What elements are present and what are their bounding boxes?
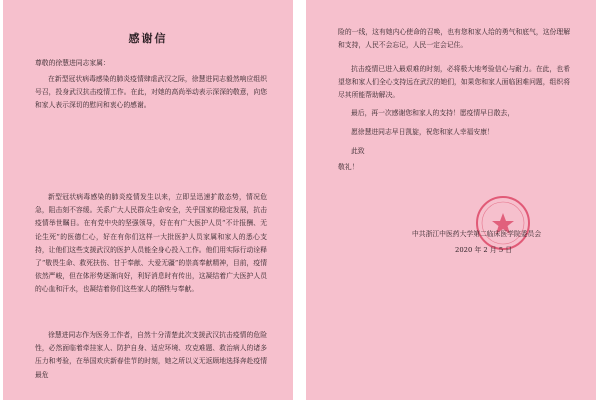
salutation: 尊敬的徐慧进同志家属：	[35, 59, 110, 67]
paragraph-2: 新型冠状病毒感染的肺炎疫情发生以来，立即呈迅速扩散态势，情况危急，阻击刻不容缓。关系广大人民群众生命安全，关乎国家的稳定发展，抗击疫情举世瞩目。在有党中央的坚强领导，好在有广大医护人员“不计报酬、无论生死”的医德仁心，好在有你们这样一大批医护人员家属和家人的悉心支持，让他们这些支援武汉的医护人员能全身心投入工作。他们用实际行动诠释了“敬畏生命、救死扶伤、甘于奉献、大爱无疆”的崇高奉献精神，目前，疫情依然严峻，但在体形势逐渐向好，利好消息时有传出，这凝结着广大医护人员的心血和汗水，也凝结着你们这些家人的牺牲与奉献。	[35, 193, 267, 294]
paragraph-5: 最后，再一次感谢您和家人的支持！愿疫情早日散去，	[351, 109, 515, 117]
paragraph-6: 愿徐慧进同志早日凯旋，祝您和家人幸福安康！	[351, 128, 494, 136]
paragraph-4: 抗击疫情已进入最艰难的时刻，必将极大地考验信心与耐力。在此，也希望您和家人们全心支持远在武汉的她们，如果您和家人面临困难问题，组织将尽其所能帮助解决。	[338, 65, 570, 100]
closing-jing-li: 敬礼！	[338, 163, 359, 171]
paragraph-1: 在新型冠状病毒感染的肺炎疫情肆虐武汉之际，徐慧进同志毅然响应组织号召，投身武汉抗击疫情工作。在此，对她的高尚举动表示深深的敬意，向您和家人表示深切的慰问和衷心的感谢。	[35, 75, 267, 110]
paragraph-3-continued: 险的一线，这有她内心使命的召唤，也有您和家人给的勇气和底气，这份理解和支持，人民不会忘记，人民一定会记住。	[338, 28, 570, 50]
official-seal-icon	[475, 195, 531, 251]
letter-title: 感谢信	[128, 32, 168, 45]
letter-page-1	[3, 0, 293, 400]
paragraph-3: 徐慧进同志作为医务工作者，自然十分清楚此次支援武汉抗击疫情的危险性，必然面临着牵挂家人、防护自身、适应环境、攻克难题、救治病人的诸多压力和考验，在举国欢庆新春佳节的时刻，她之所以义无返顾地选择奔赴疫情最危	[35, 331, 267, 379]
closing-ci-zhi: 此致	[351, 147, 365, 155]
letter-date: 2020 年 2 月 5 日	[455, 246, 513, 254]
sender-name: 中共浙江中医药大学第二临床医学院委员会	[412, 230, 542, 238]
letter-page-2	[306, 0, 596, 400]
